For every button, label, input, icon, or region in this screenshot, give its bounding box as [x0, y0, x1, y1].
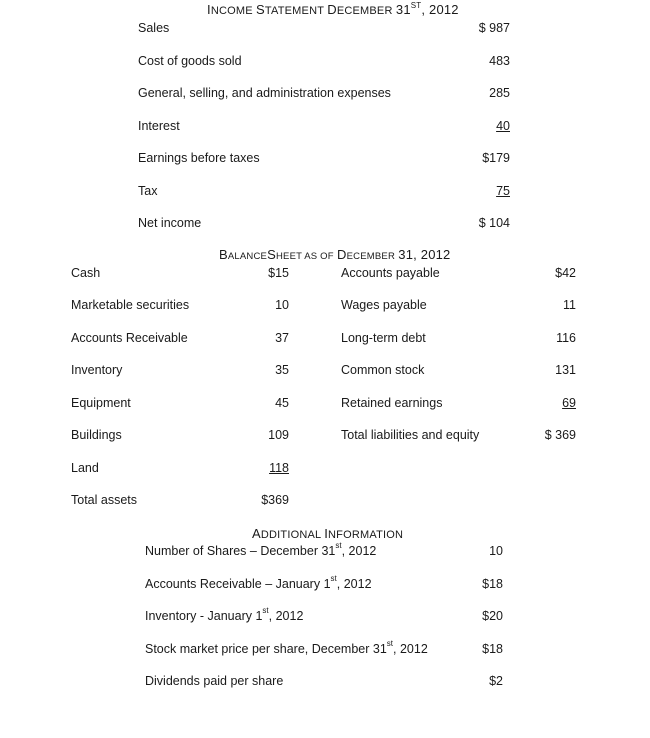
asset-value: $15: [268, 266, 289, 280]
asset-label: Inventory: [71, 363, 123, 377]
asset-label: Accounts Receivable: [71, 331, 188, 345]
asset-value: 118: [269, 461, 289, 475]
liability-label: Long-term debt: [341, 331, 426, 345]
total-assets-value: $369: [261, 493, 289, 507]
income-value: 75: [496, 184, 510, 198]
income-value: $ 104: [478, 216, 510, 230]
liability-value: 69: [562, 396, 576, 410]
additional-info-heading: ADDITIONAL INFORMATION: [252, 526, 404, 541]
asset-label: Cash: [71, 266, 101, 280]
asset-label: Land: [71, 461, 99, 475]
income-label: Earnings before taxes: [138, 151, 260, 165]
total-assets-label: Total assets: [71, 493, 138, 507]
asset-value: 37: [275, 331, 289, 345]
info-value: $18: [482, 642, 503, 656]
info-label: Dividends paid per share: [145, 674, 284, 688]
info-value: $2: [489, 674, 503, 688]
asset-label: Equipment: [71, 396, 131, 410]
balance-sheet-heading: BALANCESHEET AS OF DECEMBER 31, 2012: [219, 247, 451, 262]
asset-value: 45: [275, 396, 289, 410]
income-label: Tax: [138, 184, 158, 198]
asset-label: Marketable securities: [71, 298, 190, 312]
income-label: Interest: [138, 119, 180, 133]
income-label: Net income: [138, 216, 202, 230]
total-liabilities-label: Total liabilities and equity: [341, 428, 480, 442]
liability-value: 131: [555, 363, 576, 377]
liability-label: Accounts payable: [341, 266, 440, 280]
info-label: Number of Shares – December 31st, 2012: [145, 541, 377, 558]
income-value: 483: [489, 54, 510, 68]
income-value: 285: [489, 86, 510, 100]
info-value: $18: [482, 577, 503, 591]
liability-value: 11: [563, 298, 576, 312]
income-statement-heading: INCOME STATEMENT DECEMBER 31ST, 2012: [207, 0, 459, 17]
liability-label: Retained earnings: [341, 396, 443, 410]
liability-label: Wages payable: [341, 298, 427, 312]
liability-value: 116: [556, 331, 576, 345]
info-label: Stock market price per share, December 31st, 2012: [145, 639, 428, 656]
income-label: Cost of goods sold: [138, 54, 242, 68]
asset-value: 10: [275, 298, 289, 312]
info-value: $20: [482, 609, 503, 623]
asset-value: 109: [268, 428, 289, 442]
asset-label: Buildings: [71, 428, 122, 442]
income-value: 40: [496, 119, 510, 133]
income-label: General, selling, and administration expenses: [138, 86, 391, 100]
info-label: Accounts Receivable – January 1st, 2012: [145, 574, 372, 591]
income-value: $ 987: [478, 21, 510, 35]
info-label: Inventory - January 1st, 2012: [145, 606, 304, 623]
income-label: Sales: [138, 21, 170, 35]
asset-value: 35: [275, 363, 289, 377]
income-value: $179: [482, 151, 510, 165]
liability-label: Common stock: [341, 363, 425, 377]
liability-value: $42: [555, 266, 576, 280]
info-value: 10: [489, 544, 503, 558]
total-liabilities-value: $ 369: [544, 428, 576, 442]
